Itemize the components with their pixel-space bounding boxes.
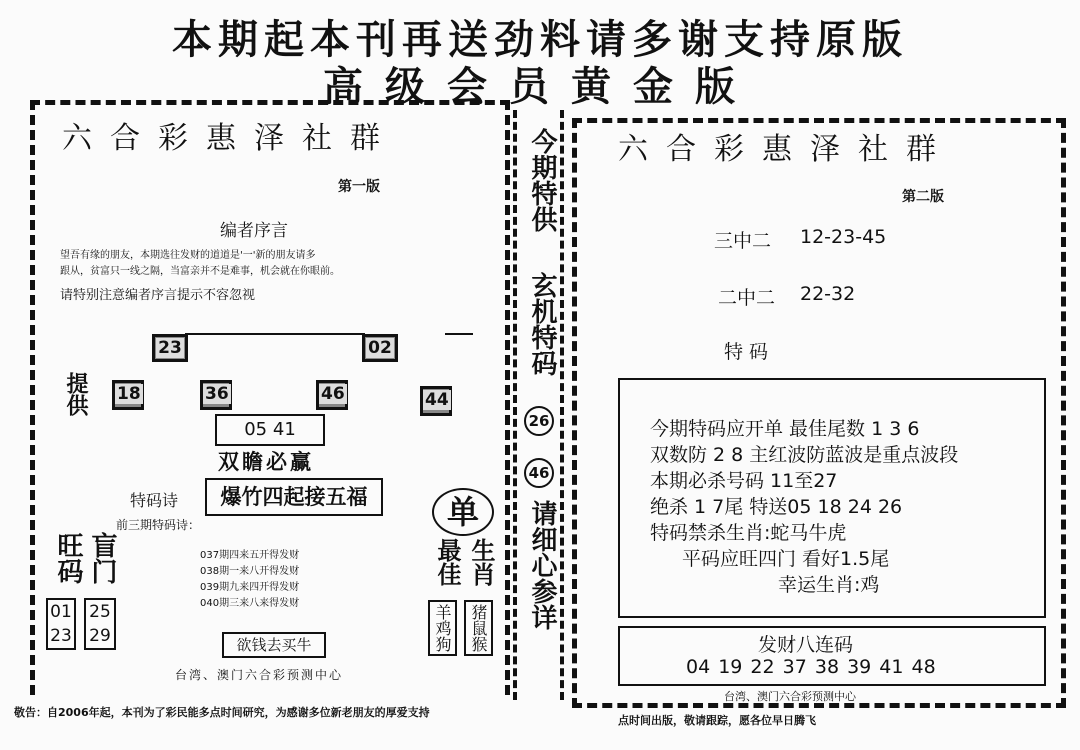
- best-label: 最佳: [433, 538, 461, 586]
- info-line: 双数防 2 8 主红波防蓝波是重点波段: [650, 444, 959, 466]
- poem-label: 特码诗: [130, 491, 179, 510]
- footer-left: 敬告：自2006年起，本刊为了彩民能多点时间研究，为感谢多位新老朋友的厚爱支持: [14, 706, 430, 719]
- footer-right: 点时间出版，敬请跟踪，愿各位早日腾飞: [618, 714, 816, 727]
- provide-label: 提供: [63, 372, 88, 416]
- zodiac-box-a: 羊鸡狗: [428, 600, 457, 656]
- info-line: 幸运生肖:鸡: [778, 574, 880, 596]
- info-line: 本期必杀号码 11至27: [650, 470, 838, 492]
- wang-label: 旺码: [53, 532, 83, 584]
- middle-top: 今期特供: [527, 128, 557, 232]
- mang-label: 盲门: [87, 532, 117, 584]
- divider-line-right: [445, 333, 473, 335]
- prev-line: 040期三来八来得发财: [200, 598, 300, 609]
- lucky-title: 发财八连码: [758, 634, 854, 656]
- info-line: 绝杀 1 7尾 特送05 18 24 26: [650, 496, 903, 518]
- preface-notice: 请特别注意编者序言提示不容忽视: [60, 288, 256, 303]
- wang-numbers: 01 23: [46, 598, 76, 650]
- l3z2-label: 三中二: [714, 230, 772, 252]
- prev-line: 039期九来四开得发财: [200, 582, 300, 593]
- zodiac-box-b: 猪鼠猴: [464, 600, 493, 656]
- preface-line2: 跟从，贫富只一线之隔，当富亲并不是难事，机会就在你眼前。: [60, 266, 340, 277]
- right-center: 台湾、澳门六合彩预测中心: [724, 690, 856, 703]
- prev-label: 前三期特码诗：: [116, 518, 201, 532]
- middle-dash-left: [513, 110, 517, 700]
- number-circle: 26: [524, 406, 554, 436]
- preface-line1: 望吾有缘的朋友，本期选往发财的道道是'一'新的朋友请多: [60, 250, 316, 261]
- number-box: 44: [420, 386, 452, 416]
- info-line: 特码禁杀生肖:蛇马牛虎: [650, 522, 847, 544]
- number-circle: 46: [524, 458, 554, 488]
- number-box: 18: [112, 380, 144, 410]
- left-edition: 第一版: [338, 179, 380, 195]
- mang-numbers: 25 29: [84, 598, 116, 650]
- prev-line: 037期四来五开得发财: [200, 550, 300, 561]
- l2z2-numbers: 22-32: [800, 283, 856, 305]
- right-panel-title: 六合彩惠泽社群: [618, 132, 954, 167]
- tema-label: 特 码: [724, 341, 769, 363]
- dan-badge: 单: [432, 488, 494, 536]
- header-line2: 高级会员黄金版: [323, 64, 757, 110]
- poem-box: 爆竹四起接五福: [205, 478, 383, 516]
- left-center: 台湾、澳门六合彩预测中心: [175, 668, 344, 682]
- pair-box: 05 41: [215, 414, 325, 446]
- divider-line: [185, 333, 365, 335]
- left-panel-title: 六合彩惠泽社群: [62, 121, 398, 156]
- number-box: 02: [362, 334, 398, 362]
- l3z2-numbers: 12-23-45: [800, 226, 887, 248]
- lucky-numbers: 04 19 22 37 38 39 41 48: [686, 656, 936, 678]
- number-box: 23: [152, 334, 188, 362]
- middle-bottom: 请细心参详: [527, 500, 557, 630]
- buy-box: 欲钱去买牛: [222, 632, 326, 658]
- info-line: 今期特码应开单 最佳尾数 1 3 6: [650, 418, 920, 440]
- info-line: 平码应旺四门 看好1.5尾: [682, 548, 890, 570]
- l2z2-label: 二中二: [718, 287, 776, 309]
- right-edition: 第二版: [902, 189, 944, 205]
- middle-mid: 玄机特码: [527, 272, 557, 376]
- slogan: 双瞻必赢: [218, 450, 314, 474]
- number-box: 46: [316, 380, 348, 410]
- prev-line: 038期一来八开得发财: [200, 566, 300, 577]
- number-box: 36: [200, 380, 232, 410]
- header-line1: 本期起本刊再送劲料请多谢支持原版: [172, 17, 908, 63]
- preface-title: 编者序言: [220, 221, 288, 241]
- shengxiao-label: 生肖: [467, 538, 495, 586]
